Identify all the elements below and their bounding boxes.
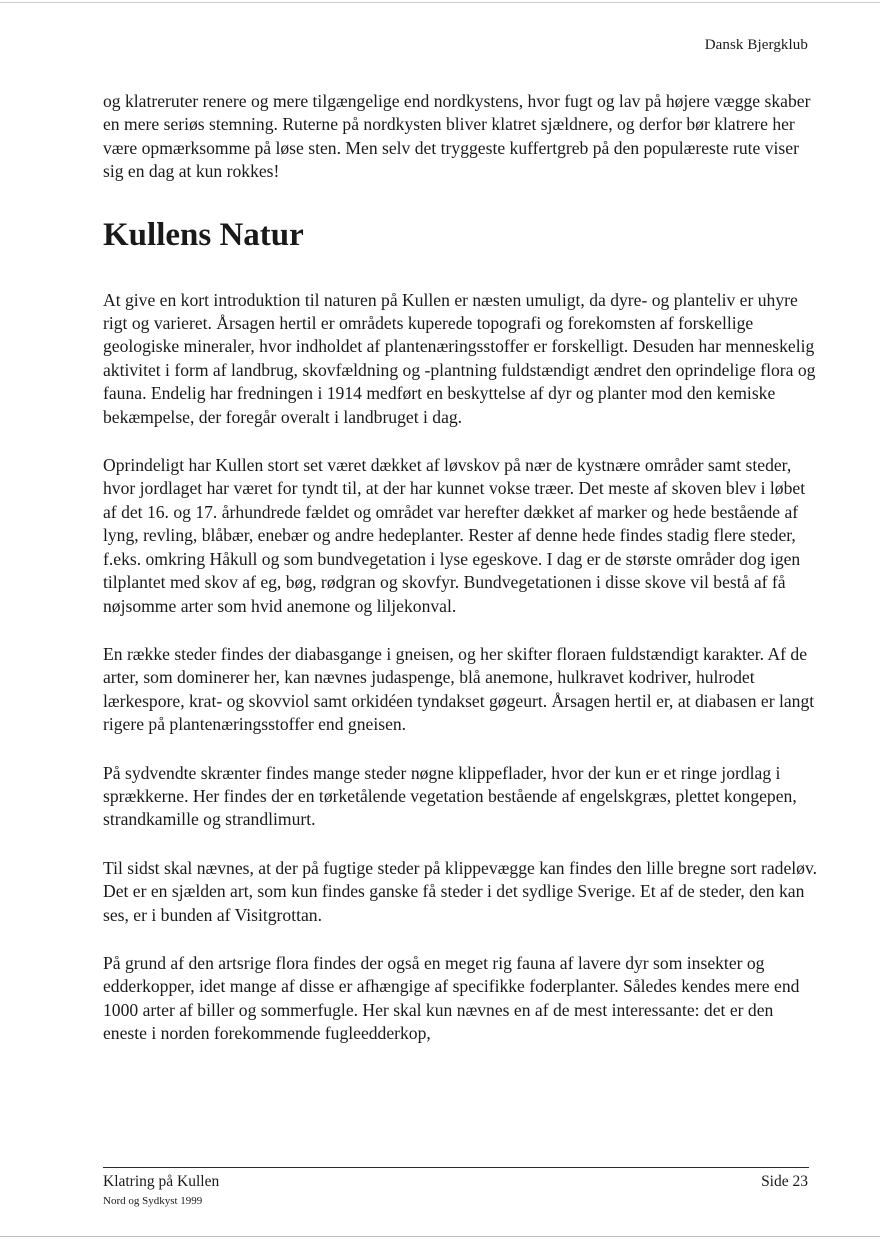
scan-edge-top [0,2,880,3]
page-body [103,90,818,1071]
running-header: Dansk Bjergklub [704,37,808,53]
paragraph-fern: Til sidst skal nævnes, at der på fugtige steder på klippevægge kan findes den lille bregne sort radeløv. Det er en sjælden art, som kun findes ganske få steder i det sydlige Sverige. Et af de steder, den kan ses, er i bunden af Visitgrottan. [103,857,818,925]
paragraph-fauna: På grund af den artsrige flora findes der også en meget rig fauna af lavere dyr som insekter og edderkopper, idet mange af disse er afhængige af specifikke foderplanter. Således kendes mere end 1000 arter af biller og sommerfugle. Her skal kun nævnes en af de mest interessante: det er den eneste i norden forekommende fugleedderkop, [103,952,800,1044]
paragraph-south-slopes: På sydvendte skrænter findes mange steder nøgne klippeflader, hvor der kun er et ringe jordlag i sprækkerne. Her findes der en tørketålende vegetation bestående af engelskgræs, plettet kongepen, strandkamille og strandlimurt. [103,762,797,830]
footer-divider [103,1167,809,1168]
intro-paragraph: og klatreruter renere og mere tilgængelige end nordkystens, hvor fugt og lav på højere vægge skaber en mere seriøs stemning. Ruterne på nordkysten bliver klatret sjældnere, og derfor bør klatrere her være opmærksomme på løse sten. Men selv det tryggeste kuffertgreb på den populæreste rute viser sig en dag at kun rokkes! [103,91,811,182]
section-heading: Kullens Natur [103,216,304,253]
scan-edge-bottom [0,1236,880,1237]
footer-title: Klatring på Kullen [103,1173,220,1190]
page-number: Side 23 [761,1173,808,1190]
paragraph-diabase-flora: En række steder findes der diabasgange i gneisen, og her skifter floraen fuldstændigt karakter. Af de arter, som dominerer her, kan nævnes judaspenge, blå anemone, hulkravet kodriver, hulrodet lærkespore, krat- og skovviol samt orkidéen tyndakset gøgeurt. Årsagen hertil er, at diabasen er langt rigere på plantenæringsstoffer end gneisen. [103,643,815,735]
footer-subtitle: Nord og Sydkyst 1999 [103,1195,203,1207]
paragraph-forest-history: Oprindeligt har Kullen stort set været dækket af løvskov på nær de kystnære områder samt steder, hvor jordlaget har været for tyndt til, at der har kunnet vokse træer. Det meste af skoven blev i løbet af det 16. og 17. århundrede fældet og området var herefter dækket af marker og hede bestående af lyng, revling, blåbær, enebær og andre hedeplanter. Rester af denne hede findes stadig flere steder, f.eks. omkring Håkull og som bundvegetation i lyse egeskove. I dag er de største områder dog igen tilplantet med skov af eg, bøg, rødgran og skovfyr. Bundvegetationen i disse skove vil bestå af få nøjsomme arter som hvid anemone og liljekonval. [103,455,806,616]
paragraph-introduction: At give en kort introduktion til naturen på Kullen er næsten umuligt, da dyre- og planteliv er uhyre rigt og varieret. Årsagen hertil er områdets kuperede topografi og forekomsten af forskellige geologiske mineraler, hvor indholdet af plantenæringsstoffer er forskelligt. Desuden har menneskelig aktivitet i form af landbrug, skovfældning og -plantning fuldstændigt ændret den oprindelige flora og fauna. Endelig har fredningen i 1914 medført en beskyttelse af dyr og planter mod den kemiske bekæmpelse, der foregår overalt i landbruget i dag. [103,289,816,427]
